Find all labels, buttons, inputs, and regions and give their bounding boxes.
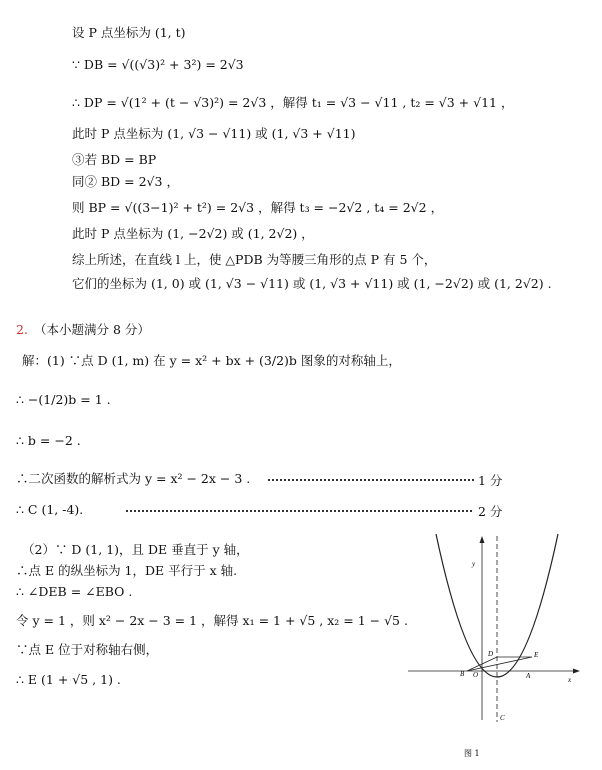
- y-axis-arrow: [480, 536, 485, 543]
- text-line: 同② BD = 2√3 ，: [72, 174, 179, 189]
- label-y: y: [472, 560, 476, 568]
- text-line: 则 BP = √((3−1)² + t²) = 2√3 ，解得 t₃ = −2√2 , t₄ = 2√2 ，: [72, 200, 444, 215]
- dotted-leader: [126, 510, 472, 512]
- text-line: ∴ DP = √(1² + (t − √3)²) = 2√3 ，解得 t₁ = √3 − √11 , t₂ = √3 + √11 ，: [72, 95, 514, 110]
- text-line: ∴ −(1/2)b = 1 .: [16, 392, 111, 407]
- text-line: 解：(1) ∵点 D (1, m) 在 y = x² + bx + (3/2)b 图象的对称轴上，: [22, 353, 401, 368]
- score-1: 1 分: [478, 473, 503, 488]
- text-line: 此时 P 点坐标为 (1, −2√2) 或 (1, 2√2) ，: [72, 226, 314, 241]
- text-line: ③若 BD = BP: [72, 152, 157, 167]
- text-line: 综上所述，在直线 l 上，使 △PDB 为等腰三角形的点 P 有 5 个，: [72, 252, 437, 267]
- text-line: （2）∵ D (1, 1)，且 DE 垂直于 y 轴，: [22, 542, 249, 557]
- label-C: C: [500, 714, 505, 722]
- segment-BE: [467, 657, 532, 671]
- text-line: 设 P 点坐标为 (1, t): [72, 25, 186, 40]
- dotted-leader: [268, 479, 474, 481]
- text-line: 它们的坐标为 (1, 0) 或 (1, √3 − √11) 或 (1, √3 + √11) 或 (1, −2√2) 或 (1, 2√2) .: [72, 276, 552, 291]
- label-A: A: [526, 672, 531, 680]
- text-line: ∴点 E 的纵坐标为 1，DE 平行于 x 轴.: [16, 563, 238, 578]
- text-line: 此时 P 点坐标为 (1, √3 − √11) 或 (1, √3 + √11): [72, 126, 356, 141]
- label-D: D: [488, 650, 494, 658]
- label-x: x: [568, 676, 572, 684]
- score-2: 2 分: [478, 504, 503, 519]
- problem-number: 2.: [16, 322, 28, 337]
- x-axis-arrow: [573, 669, 580, 674]
- text-line: ∴ ∠DEB = ∠EBO .: [16, 584, 133, 599]
- parabola-figure: [400, 530, 600, 770]
- figure-caption: 图 1: [464, 749, 480, 758]
- label-B: B: [460, 670, 465, 678]
- text-line: ∵ DB = √((√3)² + 3²) = 2√3: [72, 57, 244, 72]
- text-line: 令 y = 1 ，则 x² − 2x − 3 = 1 ，解得 x₁ = 1 + √5 , x₂ = 1 − √5 .: [16, 613, 408, 628]
- text-line: ∴ b = −2 .: [16, 433, 81, 448]
- label-O: O: [473, 671, 479, 679]
- label-E: E: [534, 651, 539, 659]
- text-line: ∴ C (1, -4).: [16, 502, 84, 517]
- problem-header: （本小题满分 8 分）: [34, 322, 150, 337]
- text-line: ∵点 E 位于对称轴右侧，: [16, 642, 159, 657]
- text-line: ∴二次函数的解析式为 y = x² − 2x − 3 .: [16, 471, 251, 486]
- text-line: ∴ E (1 + √5 , 1) .: [16, 672, 121, 687]
